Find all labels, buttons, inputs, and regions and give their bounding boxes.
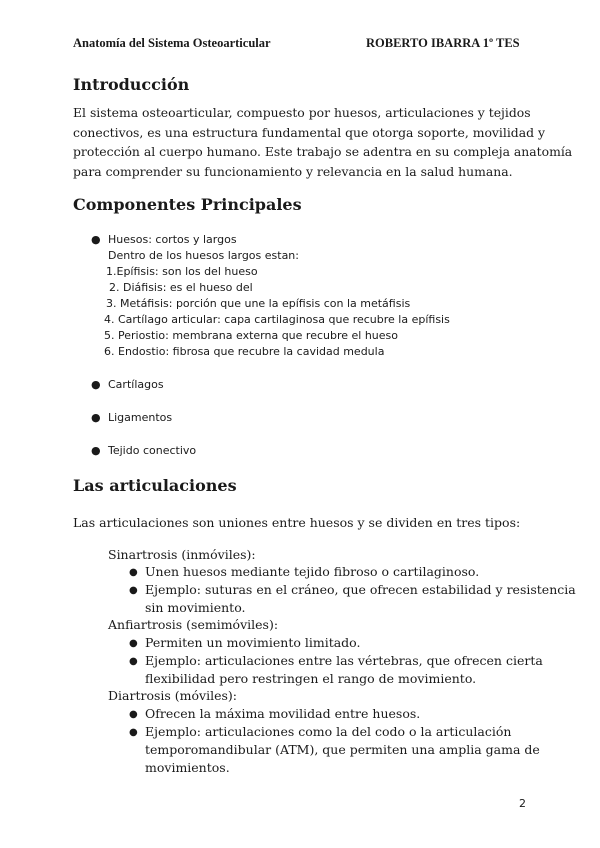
articulaciones-intro: Las articulaciones son uniones entre huesos y se dividen en tres tipos: (73, 515, 521, 530)
articulaciones-heading: Las articulaciones (73, 476, 237, 495)
type-bullet-cont: sin movimiento. (145, 600, 246, 615)
bullet-icon: ● (129, 638, 138, 649)
huesos-subitem: 1.Epífisis: son los del hueso (106, 265, 258, 278)
type-name: Anfiartrosis (semimóviles): (108, 617, 279, 632)
intro-line: El sistema osteoarticular, compuesto por huesos, articulaciones y tejidos (73, 105, 531, 120)
tejido-item: Tejido conectivo (108, 444, 197, 457)
type-bullet-cont: movimientos. (145, 760, 230, 775)
type-bullet-cont: temporomandibular (ATM), que permiten una amplia gama de (145, 742, 540, 757)
type-bullet: Ofrecen la máxima movilidad entre huesos. (145, 706, 421, 721)
cartilagos-item: Cartílagos (108, 378, 164, 391)
type-name: Diartrosis (móviles): (108, 688, 237, 703)
huesos-sub-intro: Dentro de los huesos largos estan: (108, 249, 299, 262)
ligamentos-item: Ligamentos (108, 411, 173, 424)
intro-line: para comprender su funcionamiento y relevancia en la salud humana. (73, 163, 513, 179)
type-bullet: Ejemplo: articulaciones como la del codo o la articulación (145, 724, 512, 739)
intro-heading: Introducción (73, 75, 190, 94)
bullet-icon: ● (91, 233, 101, 246)
huesos-subitem: 6. Endostio: fibrosa que recubre la cavidad medula (104, 345, 385, 358)
intro-line: protección al cuerpo humano. Este trabajo se adentra en su compleja anatomía (73, 144, 573, 159)
header-right: ROBERTO IBARRA 1º TES (366, 36, 520, 50)
bullet-icon: ● (91, 444, 101, 457)
bullet-icon: ● (129, 585, 138, 596)
components-heading: Componentes Principales (73, 195, 302, 214)
bullet-icon: ● (129, 656, 138, 667)
bullet-icon: ● (129, 567, 138, 578)
type-bullet: Unen huesos mediante tejido fibroso o cartilaginoso. (145, 564, 480, 579)
huesos-subitem: 4. Cartílago articular: capa cartilaginosa que recubre la epífisis (104, 313, 450, 326)
type-bullet-cont: flexibilidad pero restringen el rango de movimiento. (145, 671, 477, 686)
huesos-item: Huesos: cortos y largos (108, 233, 237, 246)
bullet-icon: ● (91, 378, 101, 391)
type-name: Sinartrosis (inmóviles): (108, 547, 256, 562)
header-left: Anatomía del Sistema Osteoarticular (73, 36, 271, 50)
intro-line: conectivos, es una estructura fundamental que otorga soporte, movilidad y (73, 124, 545, 140)
bullet-icon: ● (129, 727, 138, 738)
page-number: 2 (519, 797, 526, 810)
type-bullet: Permiten un movimiento limitado. (145, 635, 361, 650)
huesos-subitem: 2. Diáfisis: es el hueso del (109, 281, 253, 294)
huesos-subitem: 5. Periostio: membrana externa que recubre el hueso (104, 329, 399, 342)
type-bullet: Ejemplo: suturas en el cráneo, que ofrecen estabilidad y resistencia (145, 582, 576, 597)
bullet-icon: ● (129, 709, 138, 720)
type-bullet: Ejemplo: articulaciones entre las vértebras, que ofrecen cierta (145, 653, 543, 668)
bullet-icon: ● (91, 411, 101, 424)
huesos-subitem: 3. Metáfisis: porción que une la epífisis con la metáfisis (106, 297, 411, 310)
intro-paragraph (73, 103, 572, 181)
